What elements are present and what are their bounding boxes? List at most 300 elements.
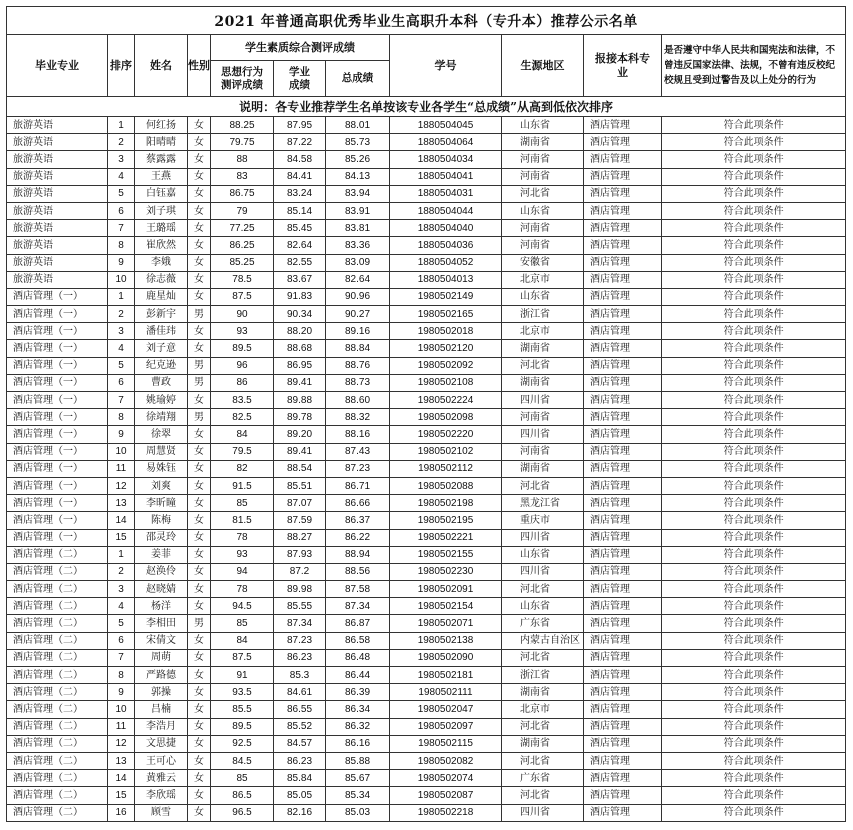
academic-score-cell: 90.34 bbox=[274, 306, 326, 323]
target-major-cell: 酒店管理 bbox=[584, 340, 662, 357]
moral-score-cell: 78 bbox=[211, 581, 274, 598]
academic-score-cell: 85.55 bbox=[274, 598, 326, 615]
moral-score-cell: 93 bbox=[211, 546, 274, 563]
total-score-cell: 85.26 bbox=[326, 151, 390, 168]
rank-cell: 12 bbox=[108, 735, 135, 752]
origin-cell: 河北省 bbox=[502, 357, 584, 374]
condition-cell: 符合此项条件 bbox=[662, 323, 846, 340]
moral-score-cell: 91 bbox=[211, 667, 274, 684]
total-score-cell: 83.36 bbox=[326, 237, 390, 254]
academic-score-cell: 87.34 bbox=[274, 615, 326, 632]
rank-cell: 7 bbox=[108, 220, 135, 237]
major-cell: 酒店管理（一） bbox=[7, 512, 108, 529]
name-cell: 黄雅云 bbox=[135, 770, 188, 787]
total-score-cell: 85.03 bbox=[326, 804, 390, 821]
gender-cell: 女 bbox=[188, 581, 211, 598]
target-major-cell: 酒店管理 bbox=[584, 581, 662, 598]
student-id-cell: 1980502224 bbox=[390, 392, 502, 409]
rank-cell: 3 bbox=[108, 323, 135, 340]
student-id-cell: 1880504044 bbox=[390, 202, 502, 219]
rank-cell: 13 bbox=[108, 495, 135, 512]
name-cell: 潘佳玮 bbox=[135, 323, 188, 340]
recommendation-table bbox=[6, 6, 846, 822]
major-cell: 酒店管理（一） bbox=[7, 443, 108, 460]
condition-cell: 符合此项条件 bbox=[662, 718, 846, 735]
name-cell: 曹政 bbox=[135, 374, 188, 391]
document-title: 2021 年普通高职优秀毕业生高职升本科（专升本）推荐公示名单 bbox=[7, 7, 846, 35]
moral-score-cell: 92.5 bbox=[211, 735, 274, 752]
rank-cell: 15 bbox=[108, 529, 135, 546]
rank-cell: 9 bbox=[108, 254, 135, 271]
academic-score-cell: 86.55 bbox=[274, 701, 326, 718]
name-cell: 郭操 bbox=[135, 684, 188, 701]
student-id-cell: 1980502111 bbox=[390, 684, 502, 701]
condition-cell: 符合此项条件 bbox=[662, 306, 846, 323]
target-major-cell: 酒店管理 bbox=[584, 615, 662, 632]
name-cell: 宋倩文 bbox=[135, 632, 188, 649]
gender-cell: 女 bbox=[188, 340, 211, 357]
header-target-major: 报接本科专业 bbox=[584, 35, 662, 97]
name-cell: 顾雪 bbox=[135, 804, 188, 821]
target-major-cell: 酒店管理 bbox=[584, 495, 662, 512]
table-row bbox=[7, 684, 846, 701]
condition-cell: 符合此项条件 bbox=[662, 357, 846, 374]
rank-cell: 6 bbox=[108, 632, 135, 649]
name-cell: 彭新宇 bbox=[135, 306, 188, 323]
condition-cell: 符合此项条件 bbox=[662, 237, 846, 254]
academic-score-cell: 84.58 bbox=[274, 151, 326, 168]
academic-score-cell: 86.95 bbox=[274, 357, 326, 374]
total-score-cell: 83.94 bbox=[326, 185, 390, 202]
name-cell: 徐翠 bbox=[135, 426, 188, 443]
academic-score-cell: 87.23 bbox=[274, 632, 326, 649]
moral-score-cell: 83.5 bbox=[211, 392, 274, 409]
total-score-cell: 82.64 bbox=[326, 271, 390, 288]
academic-score-cell: 89.41 bbox=[274, 443, 326, 460]
gender-cell: 女 bbox=[188, 168, 211, 185]
target-major-cell: 酒店管理 bbox=[584, 632, 662, 649]
target-major-cell: 酒店管理 bbox=[584, 460, 662, 477]
moral-score-cell: 85.25 bbox=[211, 254, 274, 271]
rank-cell: 9 bbox=[108, 684, 135, 701]
rank-cell: 4 bbox=[108, 598, 135, 615]
gender-cell: 女 bbox=[188, 271, 211, 288]
student-id-cell: 1980502155 bbox=[390, 546, 502, 563]
name-cell: 周萌 bbox=[135, 649, 188, 666]
total-score-cell: 89.16 bbox=[326, 323, 390, 340]
student-id-cell: 1980502091 bbox=[390, 581, 502, 598]
gender-cell: 女 bbox=[188, 443, 211, 460]
rank-cell: 11 bbox=[108, 718, 135, 735]
target-major-cell: 酒店管理 bbox=[584, 237, 662, 254]
target-major-cell: 酒店管理 bbox=[584, 598, 662, 615]
moral-score-cell: 94 bbox=[211, 563, 274, 580]
rank-cell: 2 bbox=[108, 563, 135, 580]
name-cell: 刘子琪 bbox=[135, 202, 188, 219]
total-score-cell: 90.96 bbox=[326, 288, 390, 305]
major-cell: 酒店管理（一） bbox=[7, 323, 108, 340]
target-major-cell: 酒店管理 bbox=[584, 752, 662, 769]
major-cell: 酒店管理（二） bbox=[7, 752, 108, 769]
target-major-cell: 酒店管理 bbox=[584, 770, 662, 787]
target-major-cell: 酒店管理 bbox=[584, 288, 662, 305]
name-cell: 刘爽 bbox=[135, 477, 188, 494]
origin-cell: 山东省 bbox=[502, 202, 584, 219]
name-cell: 邵灵玲 bbox=[135, 529, 188, 546]
academic-score-cell: 82.55 bbox=[274, 254, 326, 271]
name-cell: 鹿星灿 bbox=[135, 288, 188, 305]
rank-cell: 4 bbox=[108, 168, 135, 185]
origin-cell: 山东省 bbox=[502, 288, 584, 305]
academic-score-cell: 88.20 bbox=[274, 323, 326, 340]
gender-cell: 女 bbox=[188, 254, 211, 271]
total-score-cell: 86.37 bbox=[326, 512, 390, 529]
rank-cell: 5 bbox=[108, 615, 135, 632]
table-row bbox=[7, 495, 846, 512]
condition-cell: 符合此项条件 bbox=[662, 374, 846, 391]
academic-score-cell: 88.27 bbox=[274, 529, 326, 546]
rank-cell: 10 bbox=[108, 443, 135, 460]
origin-cell: 北京市 bbox=[502, 323, 584, 340]
moral-score-cell: 84 bbox=[211, 426, 274, 443]
total-score-cell: 88.60 bbox=[326, 392, 390, 409]
name-cell: 何红扬 bbox=[135, 117, 188, 134]
gender-cell: 女 bbox=[188, 701, 211, 718]
moral-score-cell: 91.5 bbox=[211, 477, 274, 494]
header-gender: 性别 bbox=[188, 35, 211, 97]
header-name: 姓名 bbox=[135, 35, 188, 97]
major-cell: 酒店管理（一） bbox=[7, 460, 108, 477]
origin-cell: 河北省 bbox=[502, 787, 584, 804]
moral-score-cell: 84 bbox=[211, 632, 274, 649]
gender-cell: 女 bbox=[188, 237, 211, 254]
major-cell: 酒店管理（二） bbox=[7, 615, 108, 632]
total-score-cell: 85.73 bbox=[326, 134, 390, 151]
condition-cell: 符合此项条件 bbox=[662, 735, 846, 752]
total-score-cell: 85.88 bbox=[326, 752, 390, 769]
rank-cell: 5 bbox=[108, 357, 135, 374]
name-cell: 姚瑜婷 bbox=[135, 392, 188, 409]
moral-score-cell: 79 bbox=[211, 202, 274, 219]
academic-score-cell: 83.24 bbox=[274, 185, 326, 202]
table-row bbox=[7, 374, 846, 391]
major-cell: 酒店管理（二） bbox=[7, 598, 108, 615]
gender-cell: 女 bbox=[188, 787, 211, 804]
student-id-cell: 1980502102 bbox=[390, 443, 502, 460]
student-id-cell: 1880504036 bbox=[390, 237, 502, 254]
condition-cell: 符合此项条件 bbox=[662, 460, 846, 477]
moral-score-cell: 79.75 bbox=[211, 134, 274, 151]
table-row bbox=[7, 409, 846, 426]
total-score-cell: 88.16 bbox=[326, 426, 390, 443]
total-score-cell: 86.71 bbox=[326, 477, 390, 494]
total-score-cell: 88.32 bbox=[326, 409, 390, 426]
rank-cell: 6 bbox=[108, 374, 135, 391]
origin-cell: 内蒙古自治区 bbox=[502, 632, 584, 649]
target-major-cell: 酒店管理 bbox=[584, 117, 662, 134]
target-major-cell: 酒店管理 bbox=[584, 718, 662, 735]
origin-cell: 湖南省 bbox=[502, 340, 584, 357]
gender-cell: 女 bbox=[188, 529, 211, 546]
target-major-cell: 酒店管理 bbox=[584, 426, 662, 443]
target-major-cell: 酒店管理 bbox=[584, 271, 662, 288]
total-score-cell: 84.13 bbox=[326, 168, 390, 185]
origin-cell: 四川省 bbox=[502, 426, 584, 443]
moral-score-cell: 78.5 bbox=[211, 271, 274, 288]
total-score-cell: 88.94 bbox=[326, 546, 390, 563]
name-cell: 徐靖翔 bbox=[135, 409, 188, 426]
condition-cell: 符合此项条件 bbox=[662, 770, 846, 787]
major-cell: 酒店管理（二） bbox=[7, 770, 108, 787]
condition-cell: 符合此项条件 bbox=[662, 563, 846, 580]
student-id-cell: 1980502218 bbox=[390, 804, 502, 821]
gender-cell: 女 bbox=[188, 477, 211, 494]
total-score-cell: 87.58 bbox=[326, 581, 390, 598]
major-cell: 酒店管理（二） bbox=[7, 804, 108, 821]
condition-cell: 符合此项条件 bbox=[662, 151, 846, 168]
rank-cell: 5 bbox=[108, 185, 135, 202]
origin-cell: 山东省 bbox=[502, 598, 584, 615]
origin-cell: 四川省 bbox=[502, 529, 584, 546]
total-score-cell: 87.43 bbox=[326, 443, 390, 460]
student-id-cell: 1880504013 bbox=[390, 271, 502, 288]
total-score-cell: 86.48 bbox=[326, 649, 390, 666]
table-row bbox=[7, 271, 846, 288]
academic-score-cell: 87.95 bbox=[274, 117, 326, 134]
condition-cell: 符合此项条件 bbox=[662, 443, 846, 460]
table-row bbox=[7, 117, 846, 134]
sorting-note: 说明：各专业推荐学生名单按该专业各学生“总成绩”从高到低依次排序 bbox=[7, 97, 846, 117]
origin-cell: 安徽省 bbox=[502, 254, 584, 271]
origin-cell: 广东省 bbox=[502, 770, 584, 787]
header-origin: 生源地区 bbox=[502, 35, 584, 97]
origin-cell: 北京市 bbox=[502, 701, 584, 718]
target-major-cell: 酒店管理 bbox=[584, 787, 662, 804]
moral-score-cell: 86.5 bbox=[211, 787, 274, 804]
academic-score-cell: 85.05 bbox=[274, 787, 326, 804]
rank-cell: 3 bbox=[108, 581, 135, 598]
moral-score-cell: 82 bbox=[211, 460, 274, 477]
condition-cell: 符合此项条件 bbox=[662, 426, 846, 443]
major-cell: 酒店管理（二） bbox=[7, 546, 108, 563]
moral-score-cell: 93.5 bbox=[211, 684, 274, 701]
table-row bbox=[7, 701, 846, 718]
condition-cell: 符合此项条件 bbox=[662, 340, 846, 357]
condition-cell: 符合此项条件 bbox=[662, 185, 846, 202]
total-score-cell: 88.73 bbox=[326, 374, 390, 391]
moral-score-cell: 96.5 bbox=[211, 804, 274, 821]
total-score-cell: 85.67 bbox=[326, 770, 390, 787]
gender-cell: 女 bbox=[188, 323, 211, 340]
student-id-cell: 1880504045 bbox=[390, 117, 502, 134]
student-id-cell: 1980502198 bbox=[390, 495, 502, 512]
origin-cell: 浙江省 bbox=[502, 667, 584, 684]
major-cell: 旅游英语 bbox=[7, 237, 108, 254]
target-major-cell: 酒店管理 bbox=[584, 151, 662, 168]
academic-score-cell: 84.61 bbox=[274, 684, 326, 701]
moral-score-cell: 78 bbox=[211, 529, 274, 546]
major-cell: 酒店管理（二） bbox=[7, 718, 108, 735]
rank-cell: 3 bbox=[108, 151, 135, 168]
student-id-cell: 1980502087 bbox=[390, 787, 502, 804]
major-cell: 旅游英语 bbox=[7, 185, 108, 202]
total-score-cell: 83.81 bbox=[326, 220, 390, 237]
student-id-cell: 1880504034 bbox=[390, 151, 502, 168]
gender-cell: 女 bbox=[188, 804, 211, 821]
academic-score-cell: 87.22 bbox=[274, 134, 326, 151]
major-cell: 旅游英语 bbox=[7, 151, 108, 168]
rank-cell: 8 bbox=[108, 409, 135, 426]
total-score-cell: 86.34 bbox=[326, 701, 390, 718]
rank-cell: 14 bbox=[108, 770, 135, 787]
total-score-cell: 88.56 bbox=[326, 563, 390, 580]
major-cell: 酒店管理（一） bbox=[7, 288, 108, 305]
origin-cell: 河南省 bbox=[502, 237, 584, 254]
student-id-cell: 1980502112 bbox=[390, 460, 502, 477]
condition-cell: 符合此项条件 bbox=[662, 804, 846, 821]
student-id-cell: 1880504040 bbox=[390, 220, 502, 237]
total-score-cell: 86.66 bbox=[326, 495, 390, 512]
total-score-cell: 88.01 bbox=[326, 117, 390, 134]
rank-cell: 12 bbox=[108, 477, 135, 494]
gender-cell: 男 bbox=[188, 374, 211, 391]
target-major-cell: 酒店管理 bbox=[584, 220, 662, 237]
moral-score-cell: 79.5 bbox=[211, 443, 274, 460]
academic-score-cell: 82.16 bbox=[274, 804, 326, 821]
academic-score-cell: 85.52 bbox=[274, 718, 326, 735]
total-score-cell: 87.23 bbox=[326, 460, 390, 477]
major-cell: 酒店管理（一） bbox=[7, 529, 108, 546]
condition-cell: 符合此项条件 bbox=[662, 271, 846, 288]
moral-score-cell: 87.5 bbox=[211, 649, 274, 666]
table-row bbox=[7, 237, 846, 254]
table-row bbox=[7, 220, 846, 237]
name-cell: 王可心 bbox=[135, 752, 188, 769]
moral-score-cell: 88 bbox=[211, 151, 274, 168]
condition-cell: 符合此项条件 bbox=[662, 512, 846, 529]
gender-cell: 女 bbox=[188, 288, 211, 305]
total-score-cell: 86.58 bbox=[326, 632, 390, 649]
target-major-cell: 酒店管理 bbox=[584, 701, 662, 718]
moral-score-cell: 85 bbox=[211, 770, 274, 787]
major-cell: 酒店管理（二） bbox=[7, 581, 108, 598]
academic-score-cell: 86.23 bbox=[274, 752, 326, 769]
condition-cell: 符合此项条件 bbox=[662, 684, 846, 701]
academic-score-cell: 89.20 bbox=[274, 426, 326, 443]
student-id-cell: 1980502074 bbox=[390, 770, 502, 787]
origin-cell: 河南省 bbox=[502, 409, 584, 426]
name-cell: 阳晴晴 bbox=[135, 134, 188, 151]
rank-cell: 10 bbox=[108, 701, 135, 718]
gender-cell: 女 bbox=[188, 667, 211, 684]
student-id-cell: 1980502071 bbox=[390, 615, 502, 632]
total-score-cell: 86.44 bbox=[326, 667, 390, 684]
condition-cell: 符合此项条件 bbox=[662, 701, 846, 718]
table-row bbox=[7, 735, 846, 752]
academic-score-cell: 82.64 bbox=[274, 237, 326, 254]
rank-cell: 9 bbox=[108, 426, 135, 443]
table-row bbox=[7, 357, 846, 374]
name-cell: 李欣瑶 bbox=[135, 787, 188, 804]
student-id-cell: 1880504052 bbox=[390, 254, 502, 271]
academic-score-cell: 85.14 bbox=[274, 202, 326, 219]
condition-cell: 符合此项条件 bbox=[662, 117, 846, 134]
origin-cell: 四川省 bbox=[502, 563, 584, 580]
origin-cell: 河北省 bbox=[502, 649, 584, 666]
gender-cell: 女 bbox=[188, 632, 211, 649]
academic-score-cell: 84.57 bbox=[274, 735, 326, 752]
moral-score-cell: 90 bbox=[211, 306, 274, 323]
condition-cell: 符合此项条件 bbox=[662, 632, 846, 649]
origin-cell: 四川省 bbox=[502, 392, 584, 409]
condition-cell: 符合此项条件 bbox=[662, 546, 846, 563]
target-major-cell: 酒店管理 bbox=[584, 684, 662, 701]
student-id-cell: 1980502230 bbox=[390, 563, 502, 580]
rank-cell: 8 bbox=[108, 237, 135, 254]
gender-cell: 女 bbox=[188, 185, 211, 202]
student-id-cell: 1980502115 bbox=[390, 735, 502, 752]
gender-cell: 女 bbox=[188, 392, 211, 409]
major-cell: 酒店管理（一） bbox=[7, 477, 108, 494]
major-cell: 酒店管理（二） bbox=[7, 667, 108, 684]
origin-cell: 湖南省 bbox=[502, 684, 584, 701]
gender-cell: 女 bbox=[188, 220, 211, 237]
recommendation-sheet bbox=[6, 6, 845, 822]
total-score-cell: 90.27 bbox=[326, 306, 390, 323]
gender-cell: 女 bbox=[188, 598, 211, 615]
name-cell: 陈梅 bbox=[135, 512, 188, 529]
student-id-cell: 1980502221 bbox=[390, 529, 502, 546]
major-cell: 酒店管理（二） bbox=[7, 649, 108, 666]
name-cell: 李娥 bbox=[135, 254, 188, 271]
gender-cell: 女 bbox=[188, 684, 211, 701]
moral-score-cell: 86.25 bbox=[211, 237, 274, 254]
table-row bbox=[7, 151, 846, 168]
target-major-cell: 酒店管理 bbox=[584, 667, 662, 684]
target-major-cell: 酒店管理 bbox=[584, 804, 662, 821]
moral-score-cell: 96 bbox=[211, 357, 274, 374]
header-total: 总成绩 bbox=[326, 61, 390, 97]
major-cell: 酒店管理（一） bbox=[7, 409, 108, 426]
name-cell: 姜菲 bbox=[135, 546, 188, 563]
rank-cell: 16 bbox=[108, 804, 135, 821]
moral-score-cell: 93 bbox=[211, 323, 274, 340]
target-major-cell: 酒店管理 bbox=[584, 477, 662, 494]
name-cell: 易姝钰 bbox=[135, 460, 188, 477]
moral-score-cell: 86 bbox=[211, 374, 274, 391]
student-id-cell: 1980502165 bbox=[390, 306, 502, 323]
name-cell: 蔡露露 bbox=[135, 151, 188, 168]
origin-cell: 河南省 bbox=[502, 151, 584, 168]
student-id-cell: 1980502154 bbox=[390, 598, 502, 615]
student-id-cell: 1880504031 bbox=[390, 185, 502, 202]
table-row bbox=[7, 392, 846, 409]
total-score-cell: 86.16 bbox=[326, 735, 390, 752]
table-row bbox=[7, 426, 846, 443]
header-major: 毕业专业 bbox=[7, 35, 108, 97]
rank-cell: 4 bbox=[108, 340, 135, 357]
major-cell: 酒店管理（二） bbox=[7, 563, 108, 580]
condition-cell: 符合此项条件 bbox=[662, 598, 846, 615]
target-major-cell: 酒店管理 bbox=[584, 374, 662, 391]
major-cell: 酒店管理（一） bbox=[7, 306, 108, 323]
target-major-cell: 酒店管理 bbox=[584, 512, 662, 529]
moral-score-cell: 84.5 bbox=[211, 752, 274, 769]
condition-cell: 符合此项条件 bbox=[662, 202, 846, 219]
condition-cell: 符合此项条件 bbox=[662, 392, 846, 409]
table-row bbox=[7, 306, 846, 323]
rank-cell: 6 bbox=[108, 202, 135, 219]
